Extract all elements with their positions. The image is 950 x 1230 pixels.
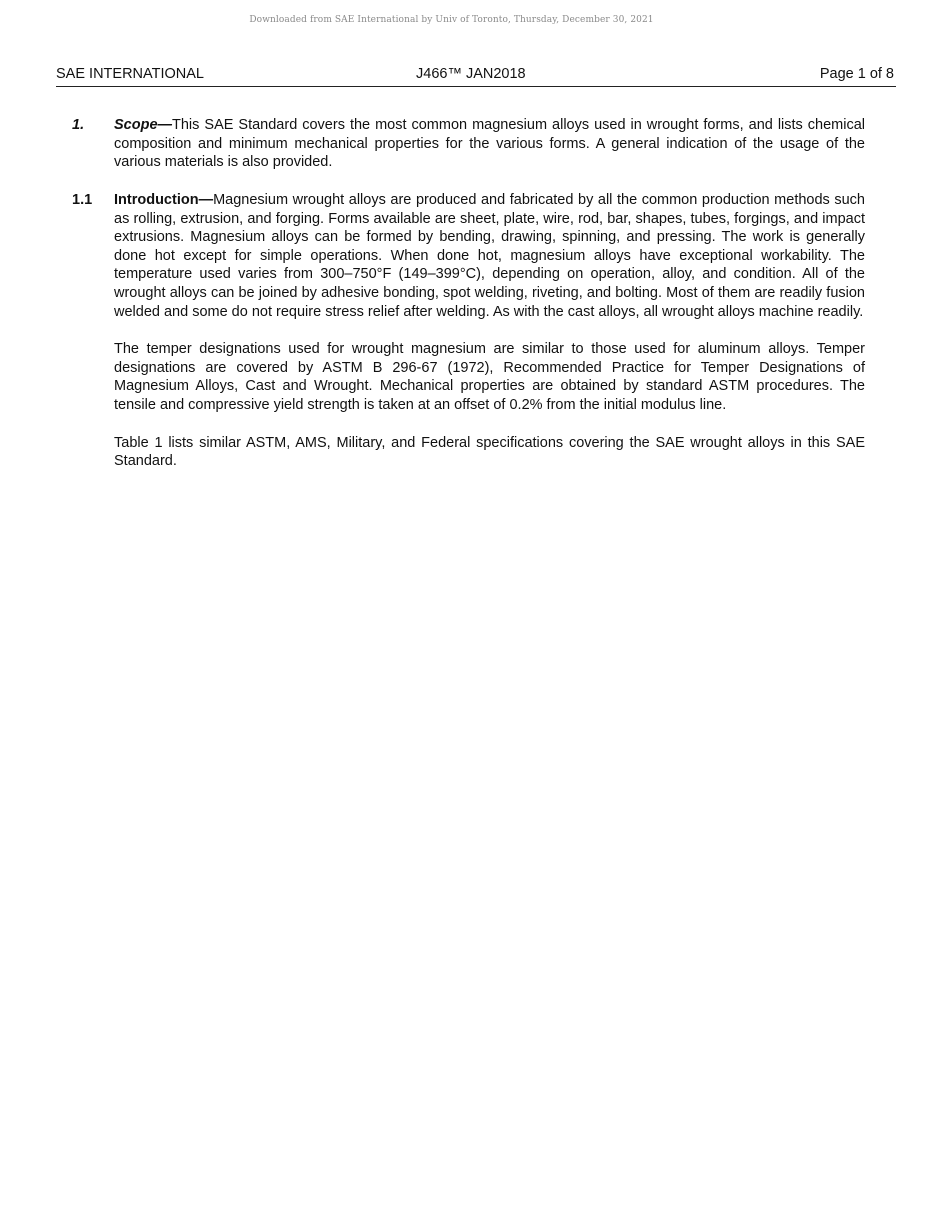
paragraph: The temper designations used for wrought magnesium are similar to those used for aluminum alloys. Temper designations are covered by ASTM B 296-67 (1972), Recommended Practice for Temper Designations of Magnesium Alloys, Cast and Wrought. Mechanical properties are obtained by standard ASTM procedures. The tensile and compressive yield strength is taken at an offset of 0.2% from the initial modulus line. bbox=[114, 341, 865, 413]
header-page-number: Page 1 of 8 bbox=[819, 66, 894, 82]
section-heading: Scope— bbox=[114, 117, 173, 133]
paragraph bbox=[114, 116, 865, 172]
header-document-id: J466™ JAN2018 bbox=[416, 66, 526, 82]
section-heading: Introduction— bbox=[114, 192, 214, 208]
section-scope bbox=[72, 116, 865, 191]
paragraph: Table 1 lists similar ASTM, AMS, Military, and Federal specifications covering the SAE wrought alloys in this SAE Standard. bbox=[114, 434, 865, 470]
paragraph bbox=[114, 191, 865, 321]
download-watermark: Downloaded from SAE International by Univ of Toronto, Thursday, December 30, 2021 bbox=[249, 15, 654, 25]
section-number: 1.1 bbox=[72, 192, 93, 208]
section-body bbox=[114, 191, 865, 471]
section-number: 1. bbox=[72, 117, 85, 133]
paragraph-text: This SAE Standard covers the most common magnesium alloys used in wrought forms, and lists chemical composition and minimum mechanical properties for the various forms. A general indication of the usage of the various materials is also provided. bbox=[114, 117, 865, 171]
section-body bbox=[114, 116, 865, 172]
paragraph-text: Magnesium wrought alloys are produced and fabricated by all the common production methods such as rolling, extrusion, and forging. Forms available are sheet, plate, wire, rod, bar, shapes, tubes, forgings, and impact extrusions. Magnesium alloys can be formed by bending, drawing, spinning, and pressing. The work is generally done hot except for simple operations. When done hot, magnesium alloys have exceptional workability. The temperature used varies from 300–750°F (149–399°C), depending on operation, alloy, and condition. All of the wrought alloys can be joined by adhesive bonding, spot welding, riveting, and bolting. Most of them are readily fusion welded and some do not require stress relief after welding. As with the cast alloys, all wrought alloys machine readily. bbox=[114, 192, 865, 320]
page-header bbox=[56, 66, 896, 87]
header-organization: SAE INTERNATIONAL bbox=[56, 66, 204, 82]
section-introduction bbox=[72, 191, 865, 490]
